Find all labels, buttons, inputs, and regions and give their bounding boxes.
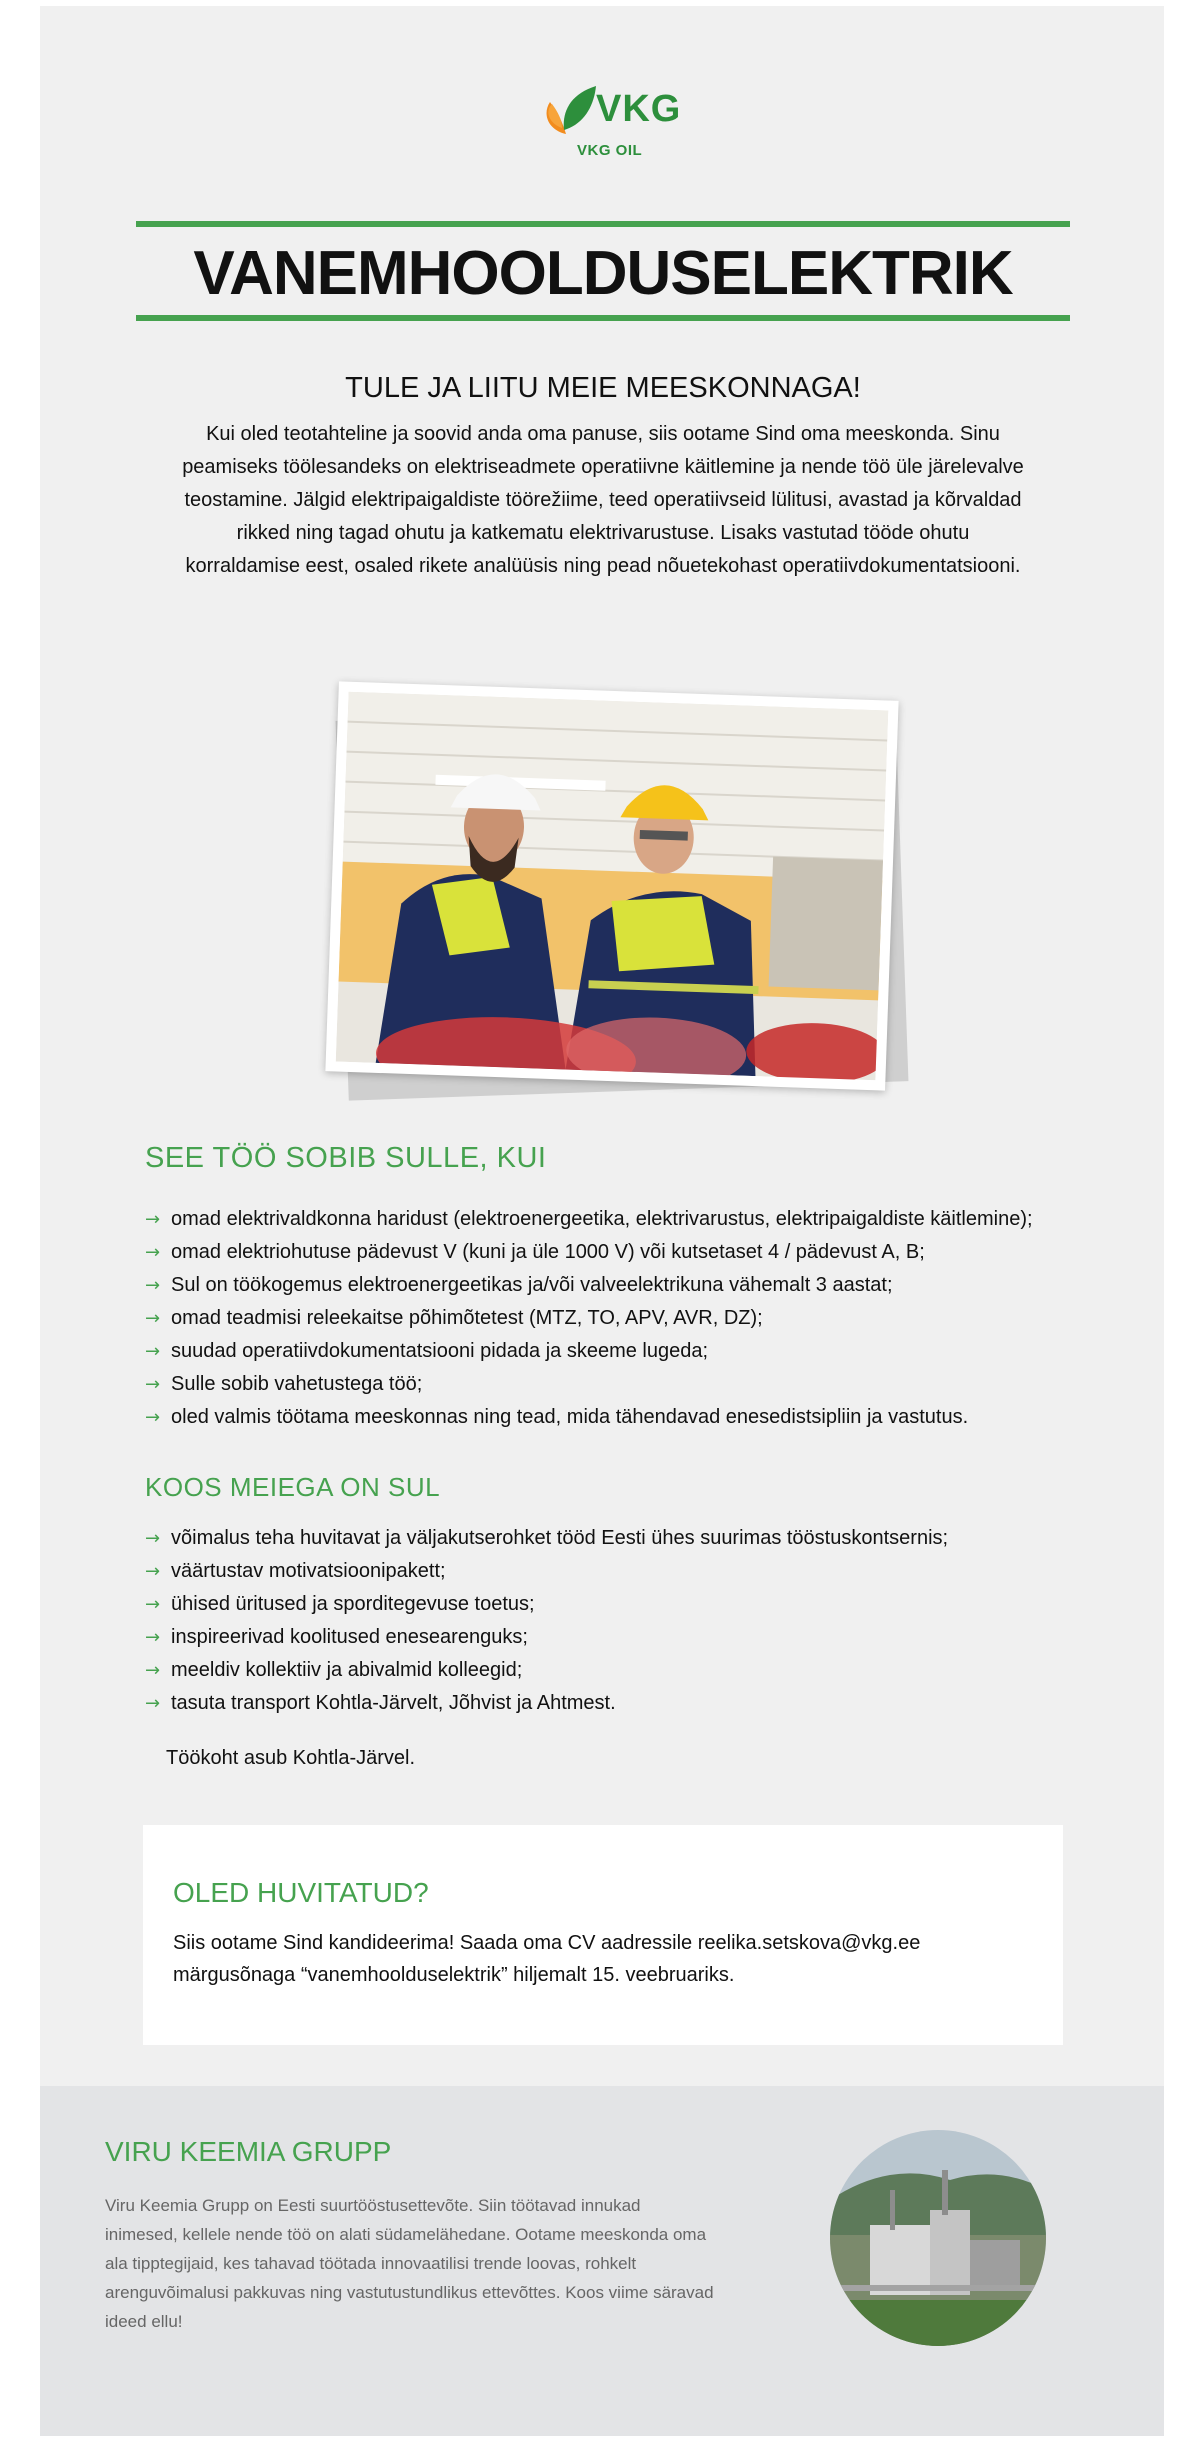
footer-heading: VIRU KEEMIA GRUPP (105, 2136, 392, 2167)
suits-heading: SEE TÖÖ SOBIB SULLE, KUI (145, 1142, 547, 1174)
arrow-right-icon: → (145, 1275, 161, 1296)
company-footer (40, 2086, 1164, 2436)
list-item: → omad elektrivaldkonna haridust (elektroenergeetika, elektrivarustus, elektripaigaldiste käitlemine); (145, 1203, 1145, 1236)
list-item: → tasuta transport Kohtla-Järvelt, Jõhvist ja Ahtmest. (145, 1687, 1145, 1720)
job-location: Töökoht asub Kohtla-Järvel. (166, 1747, 416, 1769)
workers-photo (302, 671, 922, 1111)
electricians-photo-illustration (336, 692, 889, 1081)
list-item: → oled valmis töötama meeskonnas ning tead, mida tähendavad enesedistsipliin ja vastutus. (145, 1401, 1145, 1434)
vkg-logo (540, 76, 720, 171)
apply-text: Siis ootame Sind kandideerima! Saada oma CV aadressile reelika.setskova@vkg.ee märgusõnaga “vanemhoolduselektrik” hiljemalt 15. veebruariks. (173, 1932, 921, 1986)
arrow-right-icon: → (145, 1374, 161, 1395)
requirements-list (145, 1203, 1145, 1434)
list-item: → meeldiv kollektiiv ja abivalmid kolleegid; (145, 1654, 1145, 1687)
list-item: → suudad operatiivdokumentatsiooni pidada ja skeeme lugeda; (145, 1335, 1145, 1368)
arrow-right-icon: → (145, 1242, 161, 1263)
leaf-logo-icon (540, 84, 598, 136)
join-heading: TULE JA LIITU MEIE MEESKONNAGA! (345, 372, 861, 404)
arrow-right-icon: → (145, 1341, 161, 1362)
arrow-right-icon: → (145, 1308, 161, 1329)
list-item: → Sulle sobib vahetustega töö; (145, 1368, 1145, 1401)
list-item: → võimalus teha huvitavat ja väljakutserohket tööd Eesti ühes suurimas tööstuskontsernis; (145, 1522, 1145, 1555)
arrow-right-icon: → (145, 1627, 161, 1648)
industrial-plant-illustration (830, 2130, 1046, 2346)
arrow-right-icon: → (145, 1660, 161, 1681)
offer-heading: KOOS MEIEGA ON SUL (145, 1472, 441, 1502)
arrow-right-icon: → (145, 1693, 161, 1714)
footer-text: Viru Keemia Grupp on Eesti suurtööstusettevõte. Siin töötavad innukad inimesed, kellele nende töö on alati südamelähedane. Ootame meeskonda oma ala tipptegijaid, kes tahavad töötada innovaatilisi trende loovas, rohkelt arenguvõimalusi pakkuvas ning vastutustundlikus ettevõttes. Koos viime säravad ideed ellu! (105, 2196, 714, 2331)
photo-frame (325, 681, 898, 1090)
benefits-list (145, 1522, 1145, 1720)
list-item: → ühised üritused ja sporditegevuse toetus; (145, 1588, 1145, 1621)
arrow-right-icon: → (145, 1209, 161, 1230)
list-item: → väärtustav motivatsioonipakett; (145, 1555, 1145, 1588)
list-item: → omad elektriohutuse pädevust V (kuni ja üle 1000 V) või kutsetaset 4 / pädevust A, B; (145, 1236, 1145, 1269)
apply-heading: OLED HUVITATUD? (173, 1877, 429, 1908)
plant-aerial-photo (830, 2130, 1046, 2346)
title-rule-top (136, 221, 1070, 227)
intro-paragraph: Kui oled teotahteline ja soovid anda oma panuse, siis ootame Sind oma meeskonda. Sinu peamiseks töölesandeks on elektriseadmete operatiivne käitlemine ja nende töö üle järelevalve teostamine. Jälgid elektripaigaldiste töörežiime, teed operatiivseid lülitusi, avastad ja kõrvaldad rikked ning tagad ohutu ja katkematu elektrivarustuse. Lisaks vastutad tööde ohutu korraldamise eest, osaled rikete analüüsis ning pead nõuetekohast operatiivdokumentatsiooni. (182, 423, 1024, 577)
arrow-right-icon: → (145, 1561, 161, 1582)
logo-subtitle: VKG OIL (577, 142, 643, 159)
arrow-right-icon: → (145, 1594, 161, 1615)
arrow-right-icon: → (145, 1528, 161, 1549)
job-title: VANEMHOOLDUSELEKTRIK (193, 239, 1013, 308)
list-item: → inspireerivad koolitused enesearenguks; (145, 1621, 1145, 1654)
title-rule-bottom (136, 315, 1070, 321)
list-item: → Sul on töökogemus elektroenergeetikas ja/või valveelektrikuna vähemalt 3 aastat; (145, 1269, 1145, 1302)
list-item: → omad teadmisi releekaitse põhimõtetest (MTZ, TO, APV, AVR, DZ); (145, 1302, 1145, 1335)
arrow-right-icon: → (145, 1407, 161, 1428)
apply-box (143, 1825, 1063, 2045)
logo-wordmark: VKG (596, 88, 682, 130)
job-ad-page (40, 6, 1164, 2436)
